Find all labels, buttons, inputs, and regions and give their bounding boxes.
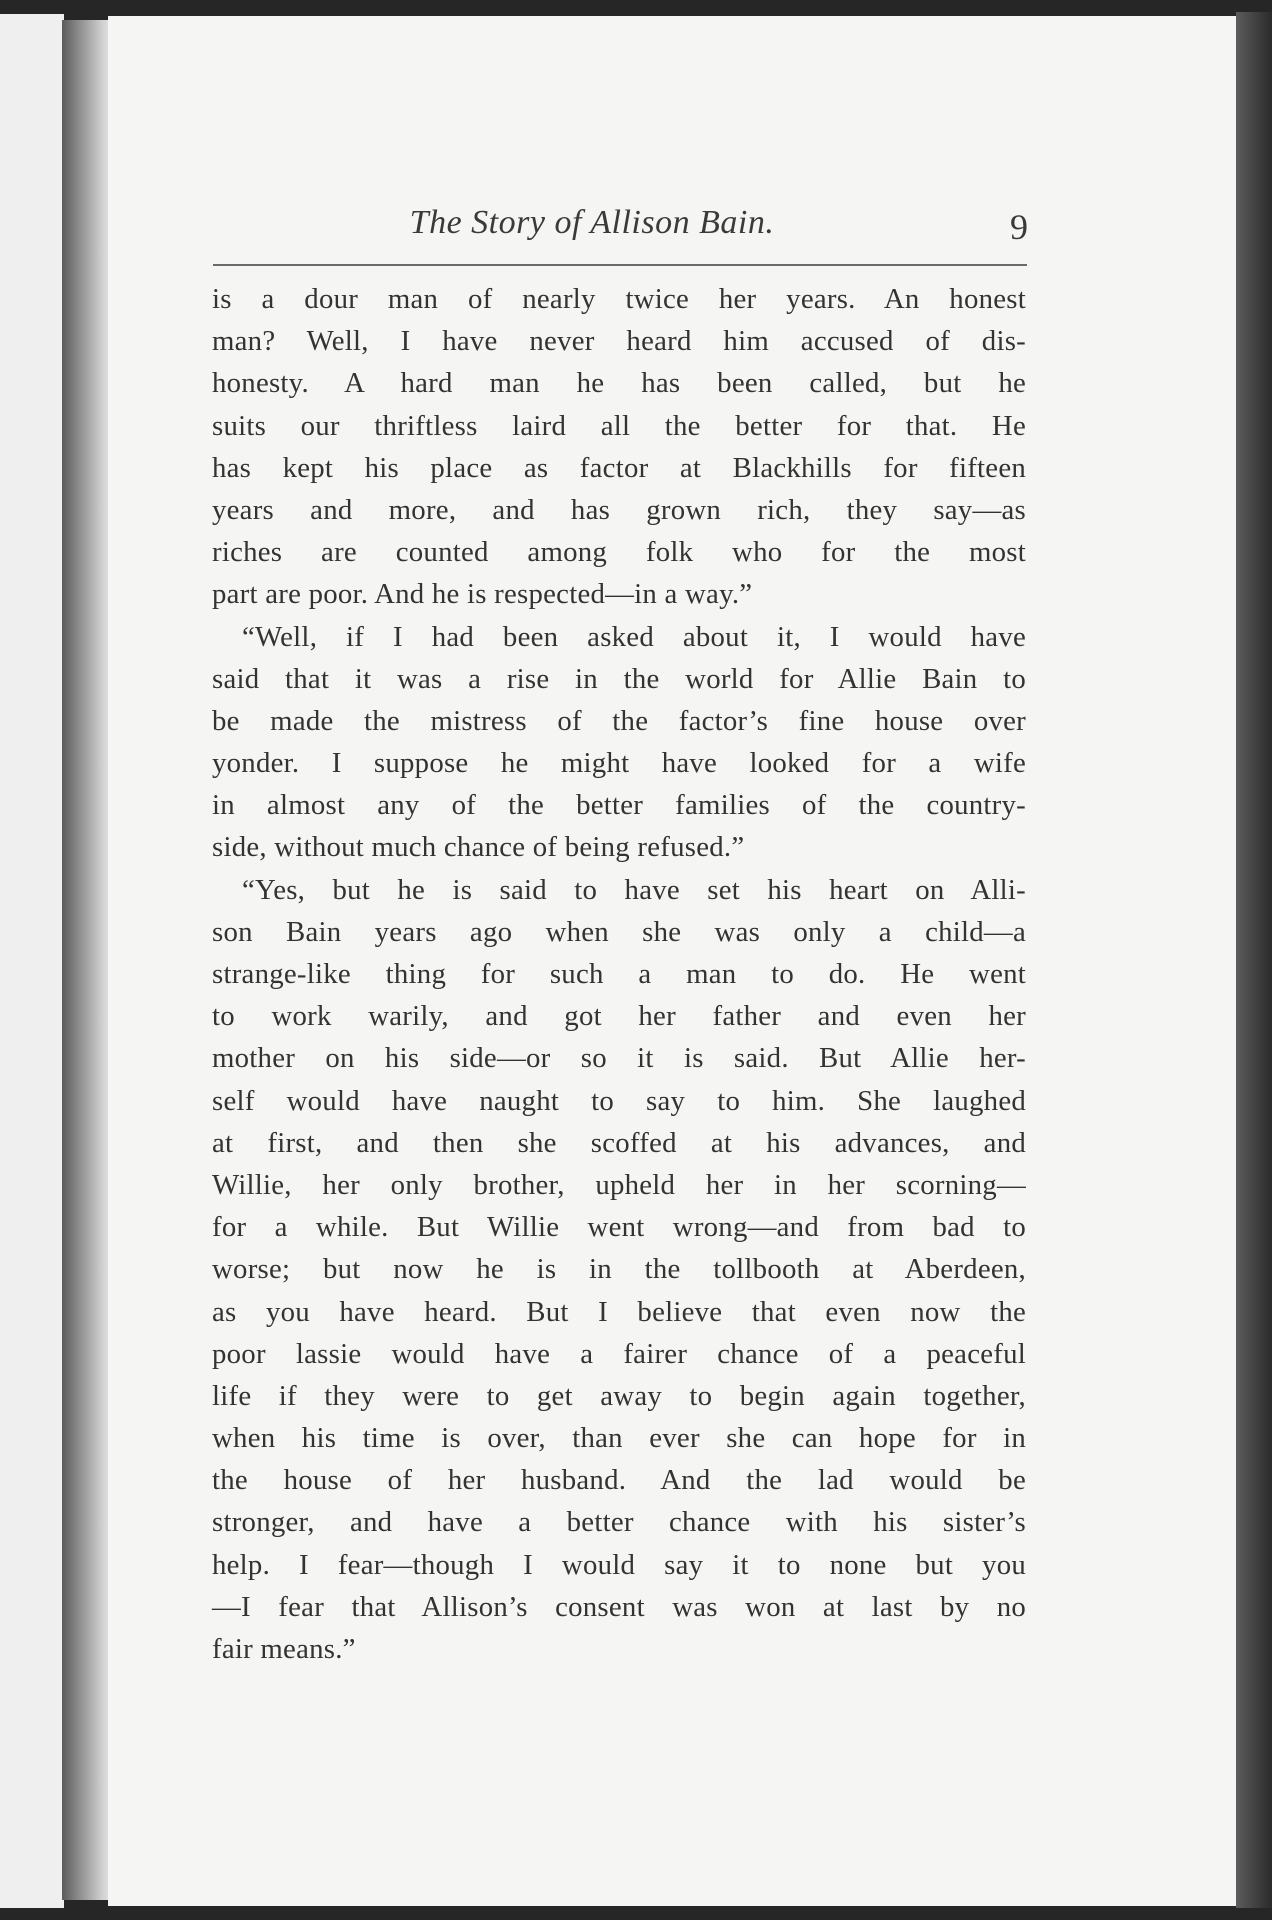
text-line: “Yes, but he is said to have set his heart on Alli- xyxy=(242,873,1026,906)
text-line: be made the mistress of the factor’s fine house over xyxy=(212,704,1026,737)
text-line: life if they were to get away to begin again together, xyxy=(212,1379,1026,1412)
running-head xyxy=(212,204,1028,254)
text-line: yonder. I suppose he might have looked for a wife xyxy=(212,747,1026,780)
text-line: “Well, if I had been asked about it, I would have xyxy=(242,620,1026,653)
facing-page-edge xyxy=(0,14,64,1908)
text-line: worse; but now he is in the tollbooth at Aberdeen, xyxy=(212,1253,1026,1286)
text-line: strange-like thing for such a man to do. He went xyxy=(212,958,1026,990)
text-line: suits our thriftless laird all the better for that. He xyxy=(212,409,1026,442)
text-line: when his time is over, than ever she can hope for in xyxy=(212,1422,1026,1455)
text-line: side, without much chance of being refused.” xyxy=(212,831,745,864)
text-line: fair means.” xyxy=(212,1633,356,1665)
text-line: for a while. But Willie went wrong—and from bad to xyxy=(212,1211,1026,1244)
header-rule xyxy=(213,264,1027,266)
text-line: to work warily, and got her father and even her xyxy=(212,1000,1026,1033)
text-line: the house of her husband. And the lad would be xyxy=(212,1464,1026,1497)
text-line: stronger, and have a better chance with his sister’s xyxy=(212,1506,1026,1539)
body-text xyxy=(212,278,1026,1670)
page-edge-shadow xyxy=(1236,12,1272,1908)
text-line: mother on his side—or so it is said. But Allie her- xyxy=(212,1042,1026,1075)
text-line: in almost any of the better families of the country- xyxy=(212,789,1026,822)
text-line: self would have naught to say to him. She laughed xyxy=(212,1084,1026,1117)
page-number: 9 xyxy=(1010,207,1028,247)
text-line: Willie, her only brother, upheld her in her scorning— xyxy=(212,1168,1026,1201)
text-line: has kept his place as factor at Blackhills for fifteen xyxy=(212,451,1026,484)
text-line: help. I fear—though I would say it to none but you xyxy=(212,1548,1026,1581)
book-gutter xyxy=(62,20,112,1900)
text-line: at first, and then she scoffed at his advances, and xyxy=(212,1126,1026,1159)
running-title: The Story of Allison Bain. xyxy=(409,204,775,241)
text-line: honesty. A hard man he has been called, but he xyxy=(212,367,1026,400)
text-line: poor lassie would have a fairer chance of a peaceful xyxy=(212,1337,1026,1370)
text-line: is a dour man of nearly twice her years. An honest xyxy=(212,283,1026,315)
text-line: riches are counted among folk who for the most xyxy=(212,536,1026,569)
text-line: —I fear that Allison’s consent was won at last by no xyxy=(212,1590,1026,1623)
text-line: man? Well, I have never heard him accused of dis- xyxy=(212,325,1026,358)
text-line: son Bain years ago when she was only a child—a xyxy=(212,915,1026,948)
text-line: part are poor. And he is respected—in a way.” xyxy=(212,578,753,611)
text-line: said that it was a rise in the world for Allie Bain to xyxy=(212,662,1026,695)
text-line: as you have heard. But I believe that even now the xyxy=(212,1295,1026,1328)
text-line: years and more, and has grown rich, they say—as xyxy=(212,493,1026,526)
